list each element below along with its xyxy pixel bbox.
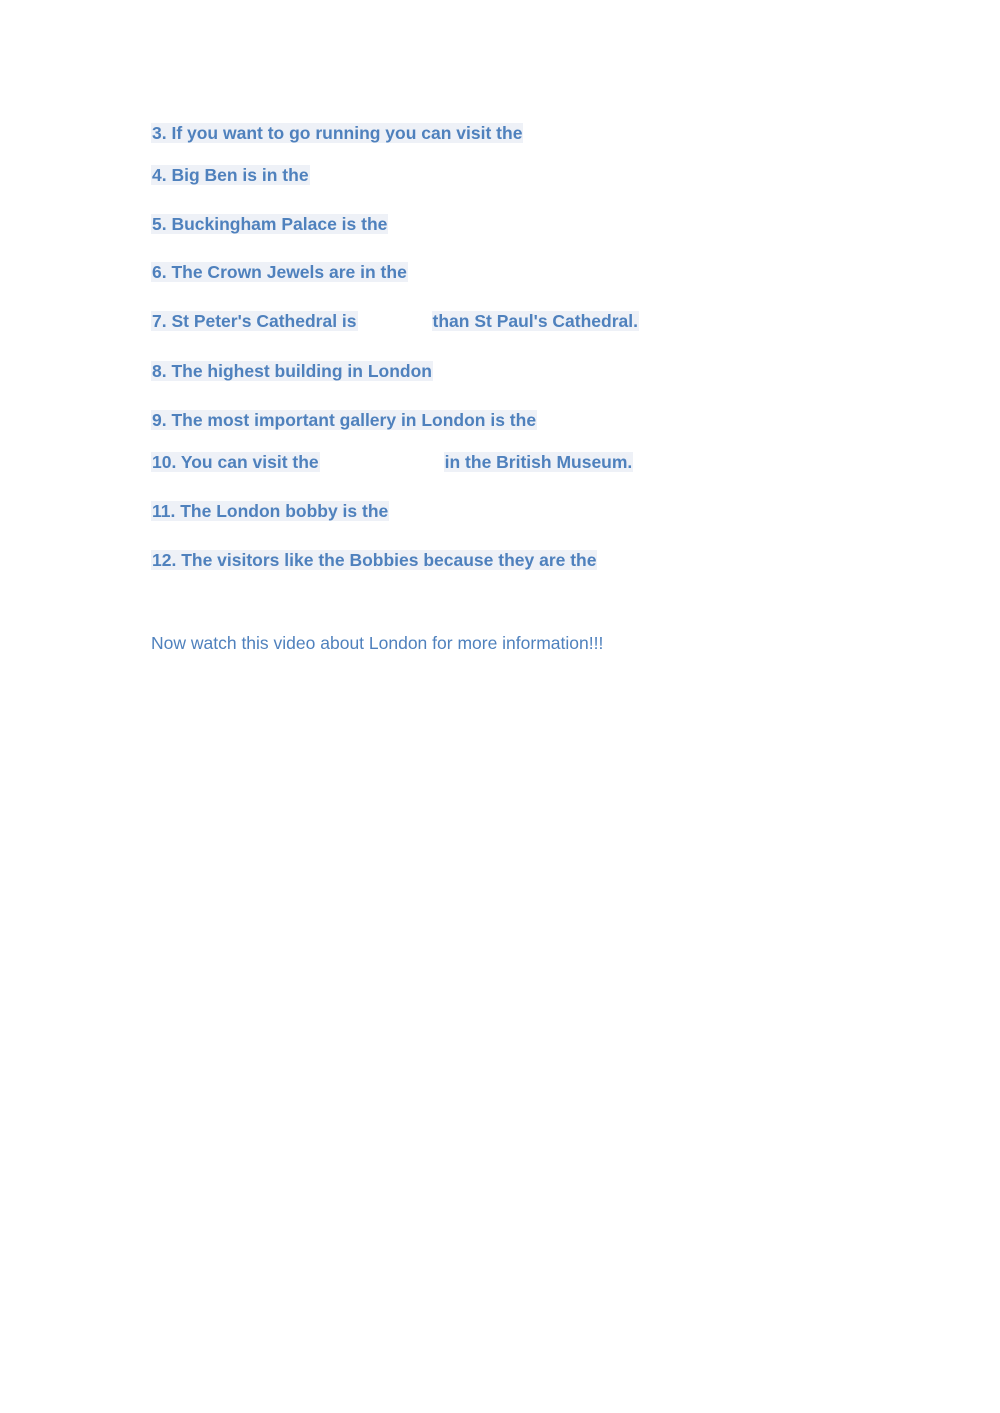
question-7-before: 7. St Peter's Cathedral is [152, 311, 357, 331]
question-3 [151, 121, 523, 145]
question-10 [151, 450, 633, 474]
question-8-text: 8. The highest building in London [152, 361, 432, 381]
video-note: Now watch this video about London for more information!!! [151, 633, 604, 653]
question-9 [151, 408, 537, 432]
question-9-text: 9. The most important gallery in London is the [152, 410, 537, 430]
question-8 [151, 359, 433, 383]
question-11-text: 11. The London bobby is the [152, 501, 389, 521]
question-4-text: 4. Big Ben is in the [152, 165, 309, 185]
question-5-text: 5. Buckingham Palace is the [152, 214, 388, 234]
question-4 [151, 163, 310, 187]
question-10-before: 10. You can visit the [152, 452, 319, 472]
question-5 [151, 212, 388, 236]
question-7 [151, 309, 639, 333]
question-3-text: 3. If you want to go running you can visit the [152, 123, 523, 143]
question-12-text: 12. The visitors like the Bobbies because they are the [152, 550, 597, 570]
question-11 [151, 499, 389, 523]
question-12 [151, 548, 597, 572]
question-7-after: than St Paul's Cathedral. [432, 311, 638, 331]
question-10-after: in the British Museum. [444, 452, 633, 472]
question-6-text: 6. The Crown Jewels are in the [152, 262, 407, 282]
question-6 [151, 260, 408, 284]
